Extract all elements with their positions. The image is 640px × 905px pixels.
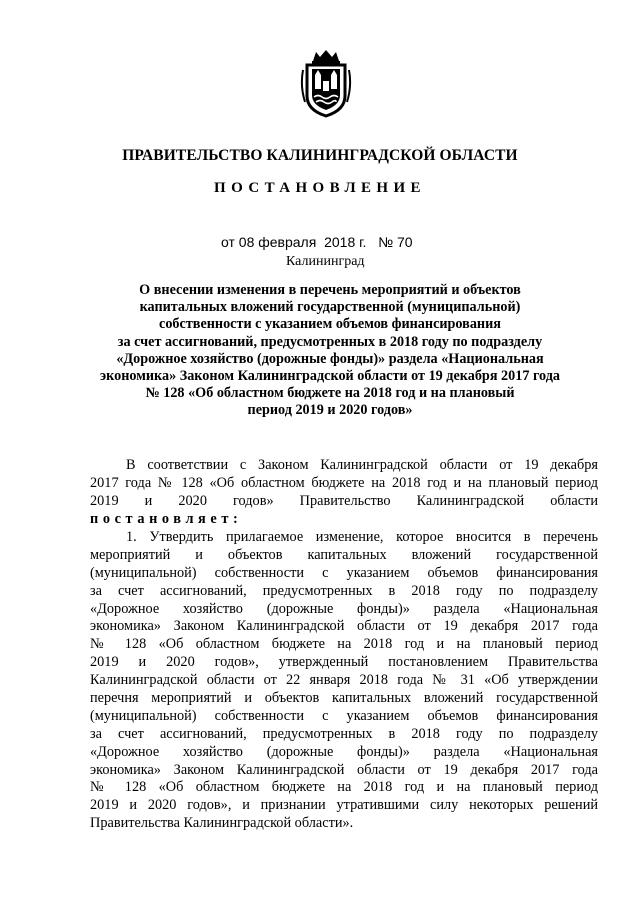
text-line: (муниципальной) собственности с указанием объемов финансирования	[90, 707, 598, 724]
document-title	[70, 282, 590, 420]
text-line: экономика» Законом Калининградской области от 19 декабря 2017 года	[90, 761, 598, 778]
text-line: за счет ассигнований, предусмотренных в 2018 году по подразделу	[90, 725, 598, 742]
title-line: собственности с указанием объемов финансирования	[159, 316, 501, 333]
text-line: мероприятий и объектов капитальных вложений государственной	[90, 546, 598, 563]
title-line: за счет ассигнований, предусмотренных в 2018 году по подразделу	[117, 333, 543, 350]
text-line: 2019 и 2020 годов», утвержденный постановлением Правительства	[90, 654, 598, 671]
title-line: экономика» Законом Калининградской области от 19 декабря 2017 года	[99, 368, 561, 385]
title-line: О внесении изменения в перечень мероприятий и объектов	[139, 282, 521, 298]
decree-word: постановляет:	[90, 511, 243, 527]
text-line: 2019 и 2020 годов» Правительство Калининградской области	[90, 492, 598, 509]
decree-word-line	[90, 511, 598, 529]
text-line: экономика» Законом Калининградской области от 19 декабря 2017 года	[90, 618, 598, 635]
document-date-number: от 08 февраля 2018 г. № 70	[221, 234, 413, 250]
text-line: № 128 «Об областном бюджете на 2018 год и на плановый период	[90, 779, 598, 796]
item-1-paragraph	[90, 529, 598, 833]
text-line: (муниципальной) собственности с указанием объемов финансирования	[90, 564, 598, 581]
title-line: капитальных вложений государственной (муниципальной)	[139, 299, 521, 316]
document-type-heading: ПОСТАНОВЛЕНИЕ	[214, 180, 426, 196]
document-city: Калининград	[286, 254, 365, 269]
text-line: за счет ассигнований, предусмотренных в 2018 году по подразделу	[90, 582, 598, 599]
preamble-paragraph	[90, 457, 598, 511]
text-line: Правительства Калининградской области».	[90, 815, 354, 832]
title-line: «Дорожное хозяйство (дорожные фонды)» раздела «Национальная	[116, 350, 544, 367]
text-line: 2017 года № 128 «Об областном бюджете на 2018 год и на плановый период	[90, 474, 598, 491]
text-line: «Дорожное хозяйство (дорожные фонды)» раздела «Национальная	[90, 743, 598, 760]
title-line: № 128 «Об областном бюджете на 2018 год и на плановый	[145, 385, 515, 402]
text-line: «Дорожное хозяйство (дорожные фонды)» раздела «Национальная	[90, 600, 598, 617]
text-line: Калининградской области от 22 января 2018 года № 31 «Об утверждении	[90, 672, 598, 689]
text-line: № 128 «Об областном бюджете на 2018 год и на плановый период	[90, 636, 598, 653]
coat-of-arms-emblem	[299, 48, 353, 118]
text-line: 1. Утвердить прилагаемое изменение, которое вносится в перечень	[126, 529, 598, 545]
text-line: перечня мероприятий и объектов капитальных вложений государственной	[90, 690, 598, 707]
government-name: ПРАВИТЕЛЬСТВО КАЛИНИНГРАДСКОЙ ОБЛАСТИ	[122, 147, 518, 164]
title-line: период 2019 и 2020 годов»	[247, 402, 413, 419]
text-line: В соответствии с Законом Калининградской области от 19 декабря	[126, 457, 598, 473]
text-line: 2019 и 2020 годов», и признании утратившими силу некоторых решений	[90, 797, 598, 814]
